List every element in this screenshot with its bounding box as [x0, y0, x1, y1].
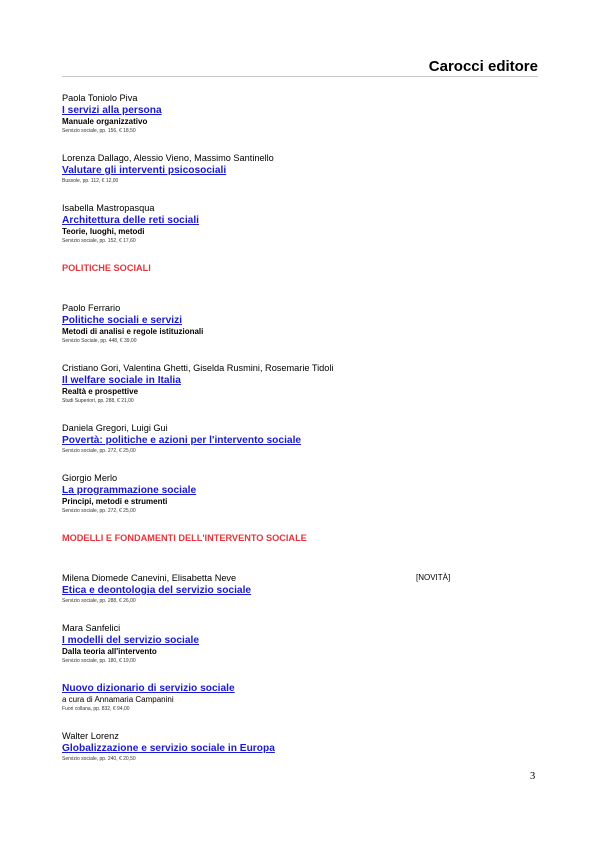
- book-meta: Servizio sociale, pp. 288, € 26,00: [62, 598, 136, 604]
- book-authors: Mara Sanfelici: [62, 623, 121, 633]
- new-badge: [NOVITÀ]: [416, 573, 451, 582]
- book-meta: Servizio sociale, pp. 240, € 20,50: [62, 756, 136, 762]
- book-meta: Servizio sociale, pp. 156, € 18,50: [62, 128, 136, 134]
- book-meta: Studi Superiori, pp. 288, € 21,00: [62, 398, 134, 404]
- section-heading-modelli: MODELLI E FONDAMENTI DELL'INTERVENTO SOCIALE: [62, 533, 307, 543]
- book-authors: Milena Diomede Canevini, Elisabetta Neve: [62, 573, 237, 583]
- book-title-link[interactable]: Il welfare sociale in Italia: [62, 375, 181, 386]
- book-curator: a cura di Annamaria Campanini: [62, 695, 174, 704]
- list-item: [62, 682, 538, 713]
- page-header: [62, 58, 538, 77]
- book-title-link[interactable]: Nuovo dizionario di servizio sociale: [62, 683, 235, 694]
- book-meta: Servizio Sociale, pp. 448, € 39,00: [62, 338, 137, 344]
- book-authors: Walter Lorenz: [62, 731, 119, 741]
- book-authors: Isabella Mastropasqua: [62, 203, 155, 213]
- book-authors: Paola Toniolo Piva: [62, 93, 138, 103]
- section-heading-politiche: POLITICHE SOCIALI: [62, 263, 151, 273]
- book-title-link[interactable]: Valutare gli interventi psicosociali: [62, 165, 227, 176]
- book-meta: Bussole, pp. 112, € 12,00: [62, 178, 119, 184]
- list-item: [62, 730, 538, 763]
- book-title-link[interactable]: Etica e deontologia del servizio sociale: [62, 585, 252, 596]
- page-number: 3: [530, 771, 536, 782]
- book-title-link[interactable]: Povertà: politiche e azioni per l'intervento sociale: [62, 435, 302, 446]
- book-subtitle: Teorie, luoghi, metodi: [62, 227, 145, 236]
- list-item: [62, 362, 538, 405]
- book-meta: Servizio sociale, pp. 180, € 19,00: [62, 658, 136, 664]
- book-title-link[interactable]: Politiche sociali e servizi: [62, 315, 183, 326]
- list-item: [62, 302, 538, 345]
- catalog-content: [62, 92, 538, 780]
- book-authors: Giorgio Merlo: [62, 473, 118, 483]
- publisher-name: Carocci editore: [428, 58, 538, 75]
- list-item: [62, 572, 538, 605]
- list-item: [62, 622, 538, 665]
- book-authors: Lorenza Dallago, Alessio Vieno, Massimo Santinello: [62, 153, 274, 163]
- list-item: [62, 92, 538, 135]
- book-authors: Cristiano Gori, Valentina Ghetti, Giselda Rusmini, Rosemarie Tidoli: [62, 363, 334, 373]
- book-subtitle: Dalla teoria all'intervento: [62, 647, 157, 656]
- book-meta: Fuori collana, pp. 832, € 94,00: [62, 706, 130, 712]
- book-title-link[interactable]: La programmazione sociale: [62, 485, 197, 496]
- book-subtitle: Realtà e prospettive: [62, 387, 139, 396]
- book-title-link[interactable]: Architettura delle reti sociali: [62, 215, 200, 226]
- list-item: [62, 422, 538, 455]
- list-item: [62, 202, 538, 245]
- book-authors: Daniela Gregori, Luigi Gui: [62, 423, 168, 433]
- book-subtitle: Metodi di analisi e regole istituzionali: [62, 327, 204, 336]
- book-meta: Servizio sociale, pp. 272, € 25,00: [62, 448, 136, 454]
- book-meta: Servizio sociale, pp. 152, € 17,60: [62, 238, 136, 244]
- book-meta: Servizio sociale, pp. 272, € 25,00: [62, 508, 136, 514]
- book-authors: Paolo Ferrario: [62, 303, 121, 313]
- book-subtitle: Principi, metodi e strumenti: [62, 497, 168, 506]
- list-item: [62, 472, 538, 515]
- book-subtitle: Manuale organizzativo: [62, 117, 148, 126]
- book-title-link[interactable]: I servizi alla persona: [62, 105, 162, 116]
- book-title-link[interactable]: Globalizzazione e servizio sociale in Europa: [62, 743, 275, 754]
- authors-row: [62, 572, 538, 584]
- list-item: [62, 152, 538, 185]
- book-title-link[interactable]: I modelli del servizio sociale: [62, 635, 200, 646]
